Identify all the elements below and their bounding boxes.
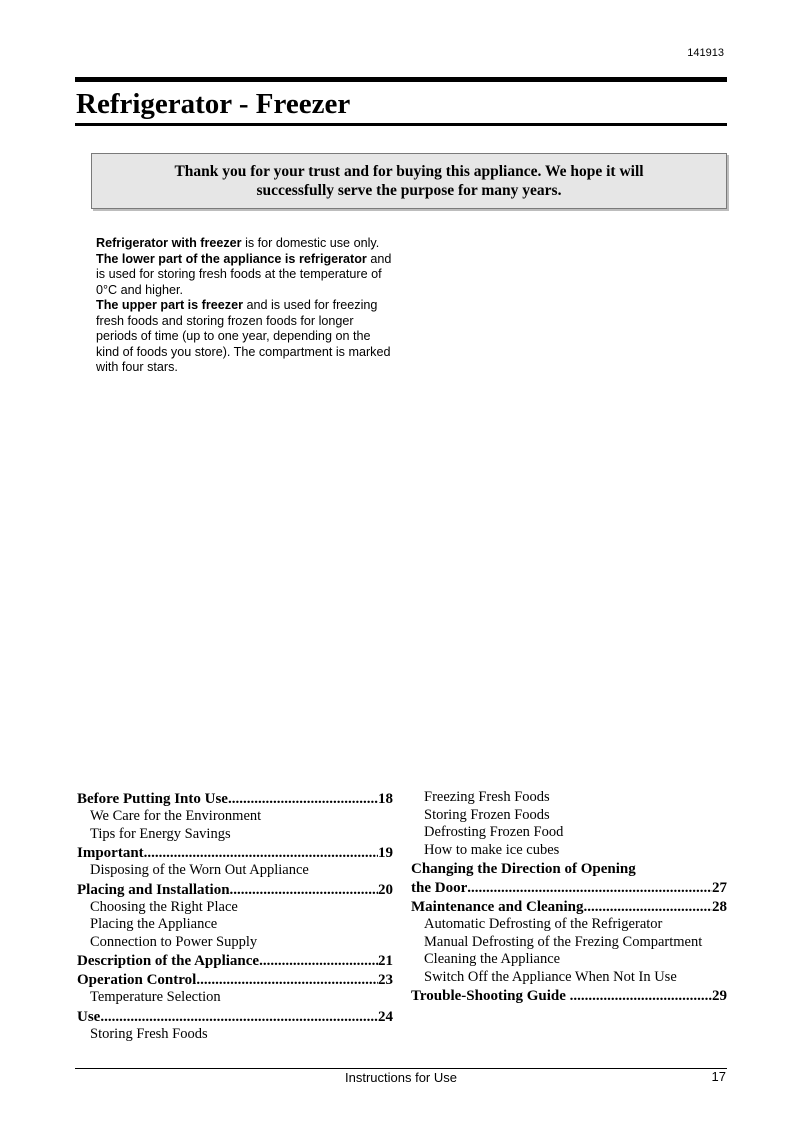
toc-entry-door[interactable] [411,879,727,897]
intro-paragraph-1 [96,236,396,252]
toc-entry-title: Description of the Appliance [77,953,260,969]
intro-paragraph-2 [96,252,396,299]
toc-entry-title: the Door [411,880,468,896]
toc-page-number: 29 [712,988,727,1004]
toc-entry-description[interactable] [77,952,393,970]
toc-page-number: 20 [378,881,393,898]
toc-right-column [411,789,727,1005]
toc-leader [228,790,378,808]
toc-entry-use[interactable] [77,1008,393,1026]
toc-subentry[interactable]: We Care for the Environment [90,808,262,824]
toc-entry-important[interactable] [77,844,393,862]
document-code: 141913 [687,47,724,59]
footer-title: Instructions for Use [345,1070,457,1085]
toc-subentry[interactable]: Automatic Defrosting of the Refrigerator [424,916,663,932]
intro-bold-1: Refrigerator with freezer [96,236,242,250]
toc-entry-title: Important [77,845,144,861]
footer-rule [75,1068,727,1069]
header-rule-bottom [75,123,727,126]
toc-left-column [77,789,393,1043]
toc-subentry[interactable]: Storing Frozen Foods [424,806,550,823]
toc-subentry[interactable]: How to make ice cubes [424,841,560,858]
page-title: Refrigerator - Freezer [76,88,351,120]
toc-page-number: 28 [712,899,727,915]
toc-entry-title: Trouble-Shooting Guide [411,988,570,1004]
toc-entry-title: Before Putting Into Use [77,791,228,807]
toc-subentry[interactable]: Temperature Selection [90,989,221,1005]
toc-subentry[interactable]: Disposing of the Worn Out Appliance [90,862,309,878]
toc-subentry[interactable]: Tips for Energy Savings [90,825,231,842]
toc-leader [584,898,712,916]
toc-entry-placing[interactable] [77,881,393,899]
intro-text-2: and is used for storing fresh foods at the temperature of 0°C and higher. [96,251,392,297]
toc-entry-operation-control[interactable] [77,971,393,989]
toc-entry-maintenance[interactable] [411,898,727,916]
intro-text-1: is for domestic use only. [241,236,380,250]
toc-leader [144,844,378,862]
toc-subentry[interactable]: Connection to Power Supply [90,933,258,950]
toc-page-number: 27 [712,880,727,896]
toc-subentry[interactable]: Freezing Fresh Foods [424,789,550,805]
intro-text-3: and is used for freezing fresh foods and storing frozen foods for longer periods of time (up to one year, depending on the kind of foods you store). The compartment is marked with four stars. [96,298,391,374]
header-rule-top [75,77,727,82]
toc-leader [196,971,378,989]
toc-subentry[interactable]: Defrosting Frozen Food [424,824,564,840]
toc-subentry[interactable]: Choosing the Right Place [90,898,238,915]
toc-page-number: 19 [378,845,393,861]
toc-entry-trouble-shooting[interactable] [411,987,727,1005]
toc-subentry[interactable]: Storing Fresh Foods [90,1025,208,1042]
toc-leader [467,879,712,897]
toc-page-number: 24 [378,1008,393,1025]
toc-page-number: 18 [378,791,393,807]
toc-entry-title: Operation Control [77,972,197,988]
thank-you-text: Thank you for your trust and for buying this appliance. We hope it will successfully serve the purpose for many years. [174,163,644,199]
toc-entry-title: Use [77,1008,101,1025]
toc-subentry[interactable]: Manual Defrosting of the Frezing Compartment [424,933,703,950]
toc-subentry[interactable]: Switch Off the Appliance When Not In Use [424,968,677,985]
toc-subentry[interactable]: Placing the Appliance [90,916,218,932]
intro-paragraph-3 [96,298,396,376]
toc-page-number: 23 [378,972,393,988]
toc-entry-title: Placing and Installation [77,881,230,898]
toc-page-number: 21 [378,953,393,969]
intro-bold-2: The lower part of the appliance is refrigerator [96,251,367,266]
thank-you-box [91,153,727,209]
intro-bold-3: The upper part is freezer [96,298,243,312]
toc-entry-title: Maintenance and Cleaning [411,899,584,915]
toc-subentry[interactable]: Cleaning the Appliance [424,951,561,967]
footer-page-number: 17 [711,1069,726,1084]
toc-leader [570,987,712,1005]
toc-leader [259,952,378,970]
toc-entry-door-line1[interactable]: Changing the Direction of Opening [411,861,636,877]
toc-leader [100,1008,378,1026]
toc-leader [230,881,378,899]
toc-entry-before-use[interactable] [77,790,393,808]
intro-text [96,236,396,376]
